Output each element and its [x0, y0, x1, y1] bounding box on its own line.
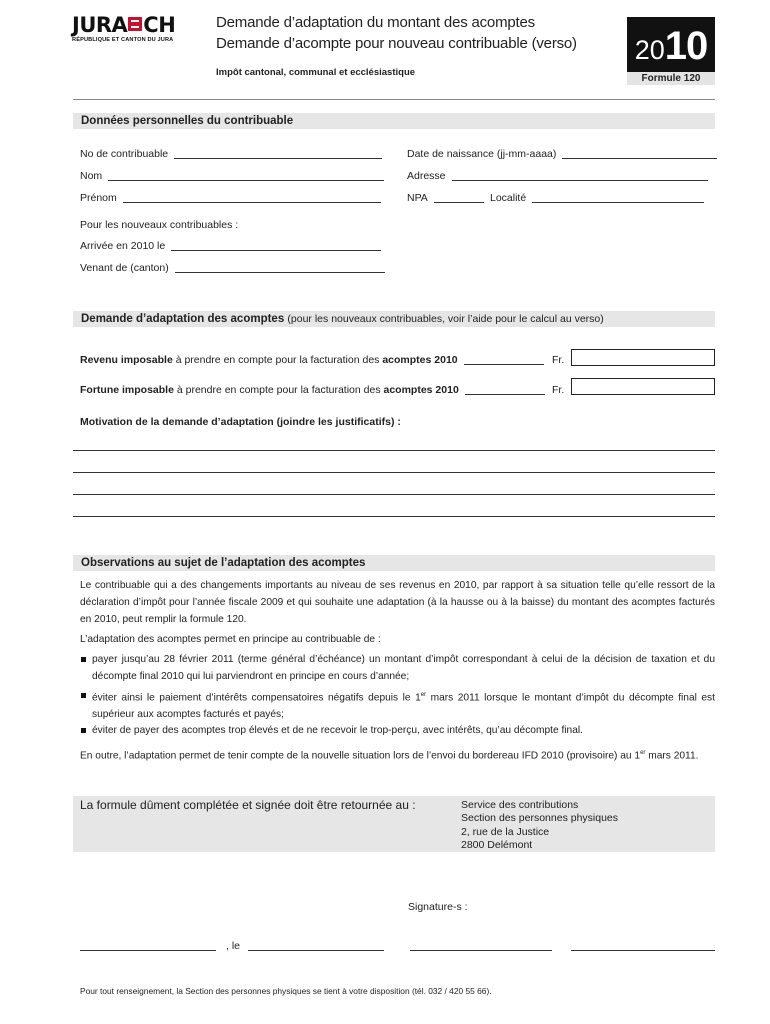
bullet-icon	[81, 657, 86, 662]
header-divider	[73, 99, 715, 100]
observations-section-heading: Observations au sujet de l’adaptation des acomptes	[81, 557, 366, 569]
request-section-band	[73, 311, 715, 327]
observations-paragraph-1: Le contribuable qui a des changements importants au niveau de ses revenus en 2010, par rapport à sa situation telle qu’elle ressort de la déclaration d’impôt pour l’année fiscale 2009 et qui souhaite une adaptation (à la hausse ou à la baisse) du montant des acomptes facturés en 2010, peut remplir la formule 120.	[80, 580, 715, 625]
date-line[interactable]	[248, 950, 384, 951]
address-field[interactable]: Adresse	[407, 170, 708, 182]
request-section-heading: Demande d’adaptation des acomptes	[81, 313, 285, 325]
jura-flag-icon	[128, 17, 142, 31]
name-field[interactable]: Nom	[80, 170, 384, 182]
canton-logo	[72, 14, 206, 43]
npa-field[interactable]: NPA	[407, 192, 484, 204]
locality-field[interactable]: Localité	[490, 192, 704, 204]
signature-label: Signature-s :	[408, 901, 468, 913]
bullet-icon	[81, 728, 86, 733]
date-le-label: , le	[226, 940, 241, 952]
observations-bullet-1: payer jusqu’au 28 février 2011 (terme général d’échéance) un montant d’impôt correspondant à celui de la décision de taxation et du décompte final 2010 qui lui parviendront en principe en cours d’année;	[92, 654, 715, 682]
taxable-income-label: Revenu imposable à prendre en compte pour la facturation des acomptes 2010	[80, 354, 544, 366]
fortune-currency: Fr.	[552, 384, 565, 396]
arrival-date-field[interactable]: Arrivée en 2010 le	[80, 240, 381, 252]
observations-bullet-3: éviter de payer des acomptes trop élevés et de ne recevoir le trop-perçu, avec intérêts, qu’au décompte final.	[92, 725, 583, 736]
logo-text-jura: JURA	[72, 13, 128, 37]
taxable-income-input[interactable]	[571, 349, 715, 366]
bullet-icon	[81, 693, 86, 698]
form-number: Formule 120	[627, 72, 715, 85]
address-line-3: 2, rue de la Justice	[461, 826, 550, 838]
birth-date-field[interactable]: Date de naissance (jj-mm-aaaa)	[407, 148, 717, 160]
logo-subtitle: RÉPUBLIQUE ET CANTON DU JURA	[72, 37, 174, 43]
request-section-note: (pour les nouveaux contribuables, voir l’aide pour le calcul au verso)	[287, 313, 604, 325]
address-line-1: Service des contributions	[461, 799, 579, 811]
motivation-line-1[interactable]	[73, 450, 715, 451]
signature-line-1[interactable]	[410, 950, 552, 951]
return-instruction: La formule dûment complétée et signée doit être retournée au :	[80, 798, 416, 812]
motivation-label: Motivation de la demande d’adaptation (joindre les justificatifs) :	[80, 416, 401, 428]
taxable-fortune-input[interactable]	[571, 378, 715, 395]
motivation-line-2[interactable]	[73, 472, 715, 473]
year-badge	[627, 17, 715, 85]
observations-bullet-2: éviter ainsi le paiement d’intérêts compensatoires négatifs depuis le 1er mars 2011 lorsque le montant d’impôt du décompte final est supérieur aux acomptes facturés et payés;	[92, 692, 715, 721]
form-title-line1: Demande d’adaptation du montant des acomptes	[216, 14, 535, 31]
observations-paragraph-2: L’adaptation des acomptes permet en principe au contribuable de :	[80, 634, 381, 645]
income-currency: Fr.	[552, 354, 565, 366]
observations-section-band	[73, 555, 715, 571]
form-subtitle: Impôt cantonal, communal et ecclésiastique	[216, 67, 416, 78]
new-contributors-label: Pour les nouveaux contribuables :	[80, 219, 239, 231]
observations-paragraph-3: En outre, l’adaptation permet de tenir compte de la nouvelle situation lors de l’envoi du bordereau IFD 2010 (provisoire) au 1er mars 2011.	[80, 750, 699, 762]
taxable-fortune-label: Fortune imposable à prendre en compte pour la facturation des acomptes 2010	[80, 384, 545, 396]
logo-text-ch: CH	[143, 13, 176, 37]
coming-from-canton-field[interactable]: Venant de (canton)	[80, 262, 385, 274]
place-line[interactable]	[80, 950, 216, 951]
year-prefix: 20	[634, 35, 665, 65]
motivation-line-3[interactable]	[73, 494, 715, 495]
form-title-line2: Demande d’acompte pour nouveau contribuable (verso)	[216, 35, 577, 52]
address-line-2: Section des personnes physiques	[461, 812, 619, 824]
personal-section-heading: Données personnelles du contribuable	[81, 115, 294, 127]
first-name-field[interactable]: Prénom	[80, 192, 381, 204]
year-suffix: 10	[664, 24, 708, 68]
personal-section-band	[73, 113, 715, 129]
contributor-number-field[interactable]: No de contribuable	[80, 148, 382, 160]
motivation-line-4[interactable]	[73, 516, 715, 517]
address-line-4: 2800 Delémont	[461, 839, 533, 851]
signature-line-2[interactable]	[571, 950, 715, 951]
footer-info: Pour tout renseignement, la Section des personnes physiques se tient à votre disposition (tél. 032 / 420 55 66).	[80, 986, 492, 996]
